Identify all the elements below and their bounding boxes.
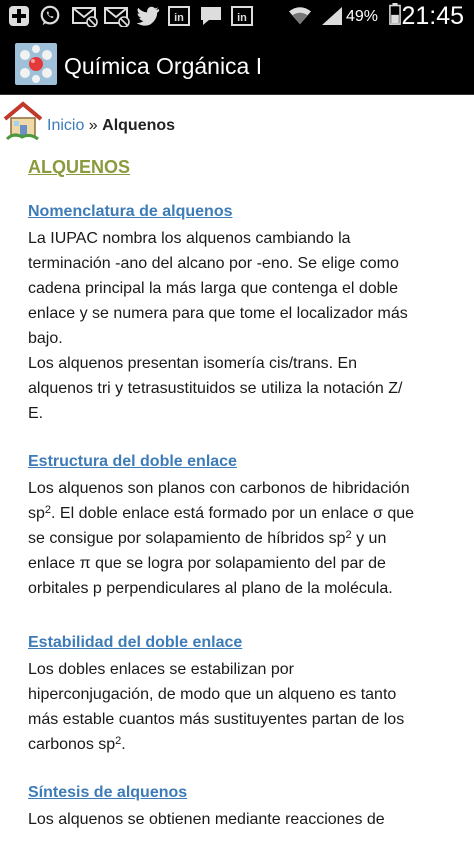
section-title-sintesis[interactable]: Síntesis de alquenos (28, 784, 188, 801)
linkedin-icon (168, 5, 190, 27)
superscript: 2 (115, 735, 122, 747)
mail-muted-icon (72, 5, 98, 27)
section-text-nomenclatura (28, 226, 448, 426)
action-bar (0, 33, 474, 95)
text-fragment: carbonos sp (28, 736, 116, 753)
text-line (28, 501, 448, 526)
page-title: ALQUENOS (28, 157, 131, 177)
clock: 21:45 (401, 2, 464, 30)
text-fragment: sp (28, 505, 45, 522)
section-title-estabilidad[interactable]: Estabilidad del doble enlace (28, 634, 243, 651)
whatsapp-icon (38, 5, 62, 27)
text-line: bajo. (28, 330, 63, 347)
text-line (28, 526, 448, 551)
section-text-estructura (28, 476, 448, 601)
battery-percent: 49% (346, 8, 379, 25)
plus-icon (8, 5, 30, 27)
section-title-nomenclatura[interactable]: Nomenclatura de alquenos (28, 203, 233, 220)
text-line: más estable cuantos más sustituyentes partan de los (28, 711, 405, 728)
linkedin-icon (231, 5, 253, 27)
chat-icon (199, 5, 223, 27)
section-text-sintesis (28, 807, 448, 832)
text-line: Los alquenos presentan isomería cis/trans. En (28, 355, 358, 372)
section-text-estabilidad (28, 657, 448, 757)
battery-icon (388, 3, 402, 25)
svg-text:in: in (174, 12, 184, 24)
text-line: alquenos tri y tetrasustituidos se utiliza la notación Z/ (28, 380, 403, 397)
text-line: terminación -ano del alcano por -eno. Se elige como (28, 255, 399, 272)
page-content (0, 95, 474, 842)
app-title: Química Orgánica I (64, 53, 263, 79)
text-line: Los dobles enlaces se estabilizan por (28, 661, 294, 678)
text-line: La IUPAC nombra los alquenos cambiando la (28, 230, 351, 247)
text-fragment: y un (351, 530, 387, 547)
superscript: 2 (345, 529, 352, 541)
text-fragment: . (121, 736, 126, 753)
text-line: enlace y se numera para que tome el localizador más (28, 305, 408, 322)
molecule-app-icon[interactable] (15, 43, 57, 85)
text-fragment: se consigue por solapamiento de híbridos sp (28, 530, 346, 547)
signal-icon (320, 5, 344, 27)
text-line (28, 732, 448, 757)
svg-text:in: in (237, 12, 247, 24)
text-line: Los alquenos se obtienen mediante reacciones de (28, 811, 385, 828)
breadcrumb (47, 117, 175, 135)
text-line: orbitales p perpendiculares al plano de la molécula. (28, 580, 393, 597)
twitter-icon (137, 5, 161, 27)
text-fragment: . El doble enlace está formado por un enlace σ que (51, 505, 415, 522)
breadcrumb-current: Alquenos (102, 117, 176, 134)
wifi-icon (287, 5, 313, 27)
text-line: Los alquenos son planos con carbonos de hibridación (28, 480, 410, 497)
mail-muted-icon (104, 5, 130, 27)
text-line: hiperconjugación, de modo que un alqueno es tanto (28, 686, 397, 703)
text-line: enlace π que se logra por solapamiento del par de (28, 555, 386, 572)
home-icon[interactable] (2, 99, 44, 141)
text-line: cadena principal la más larga que contenga el doble (28, 280, 399, 297)
section-title-estructura[interactable]: Estructura del doble enlace (28, 453, 237, 470)
status-bar (0, 0, 474, 33)
breadcrumb-home-link[interactable]: Inicio (47, 117, 85, 134)
breadcrumb-separator: » (84, 117, 103, 134)
text-line: E. (28, 405, 44, 422)
superscript: 2 (44, 504, 52, 516)
